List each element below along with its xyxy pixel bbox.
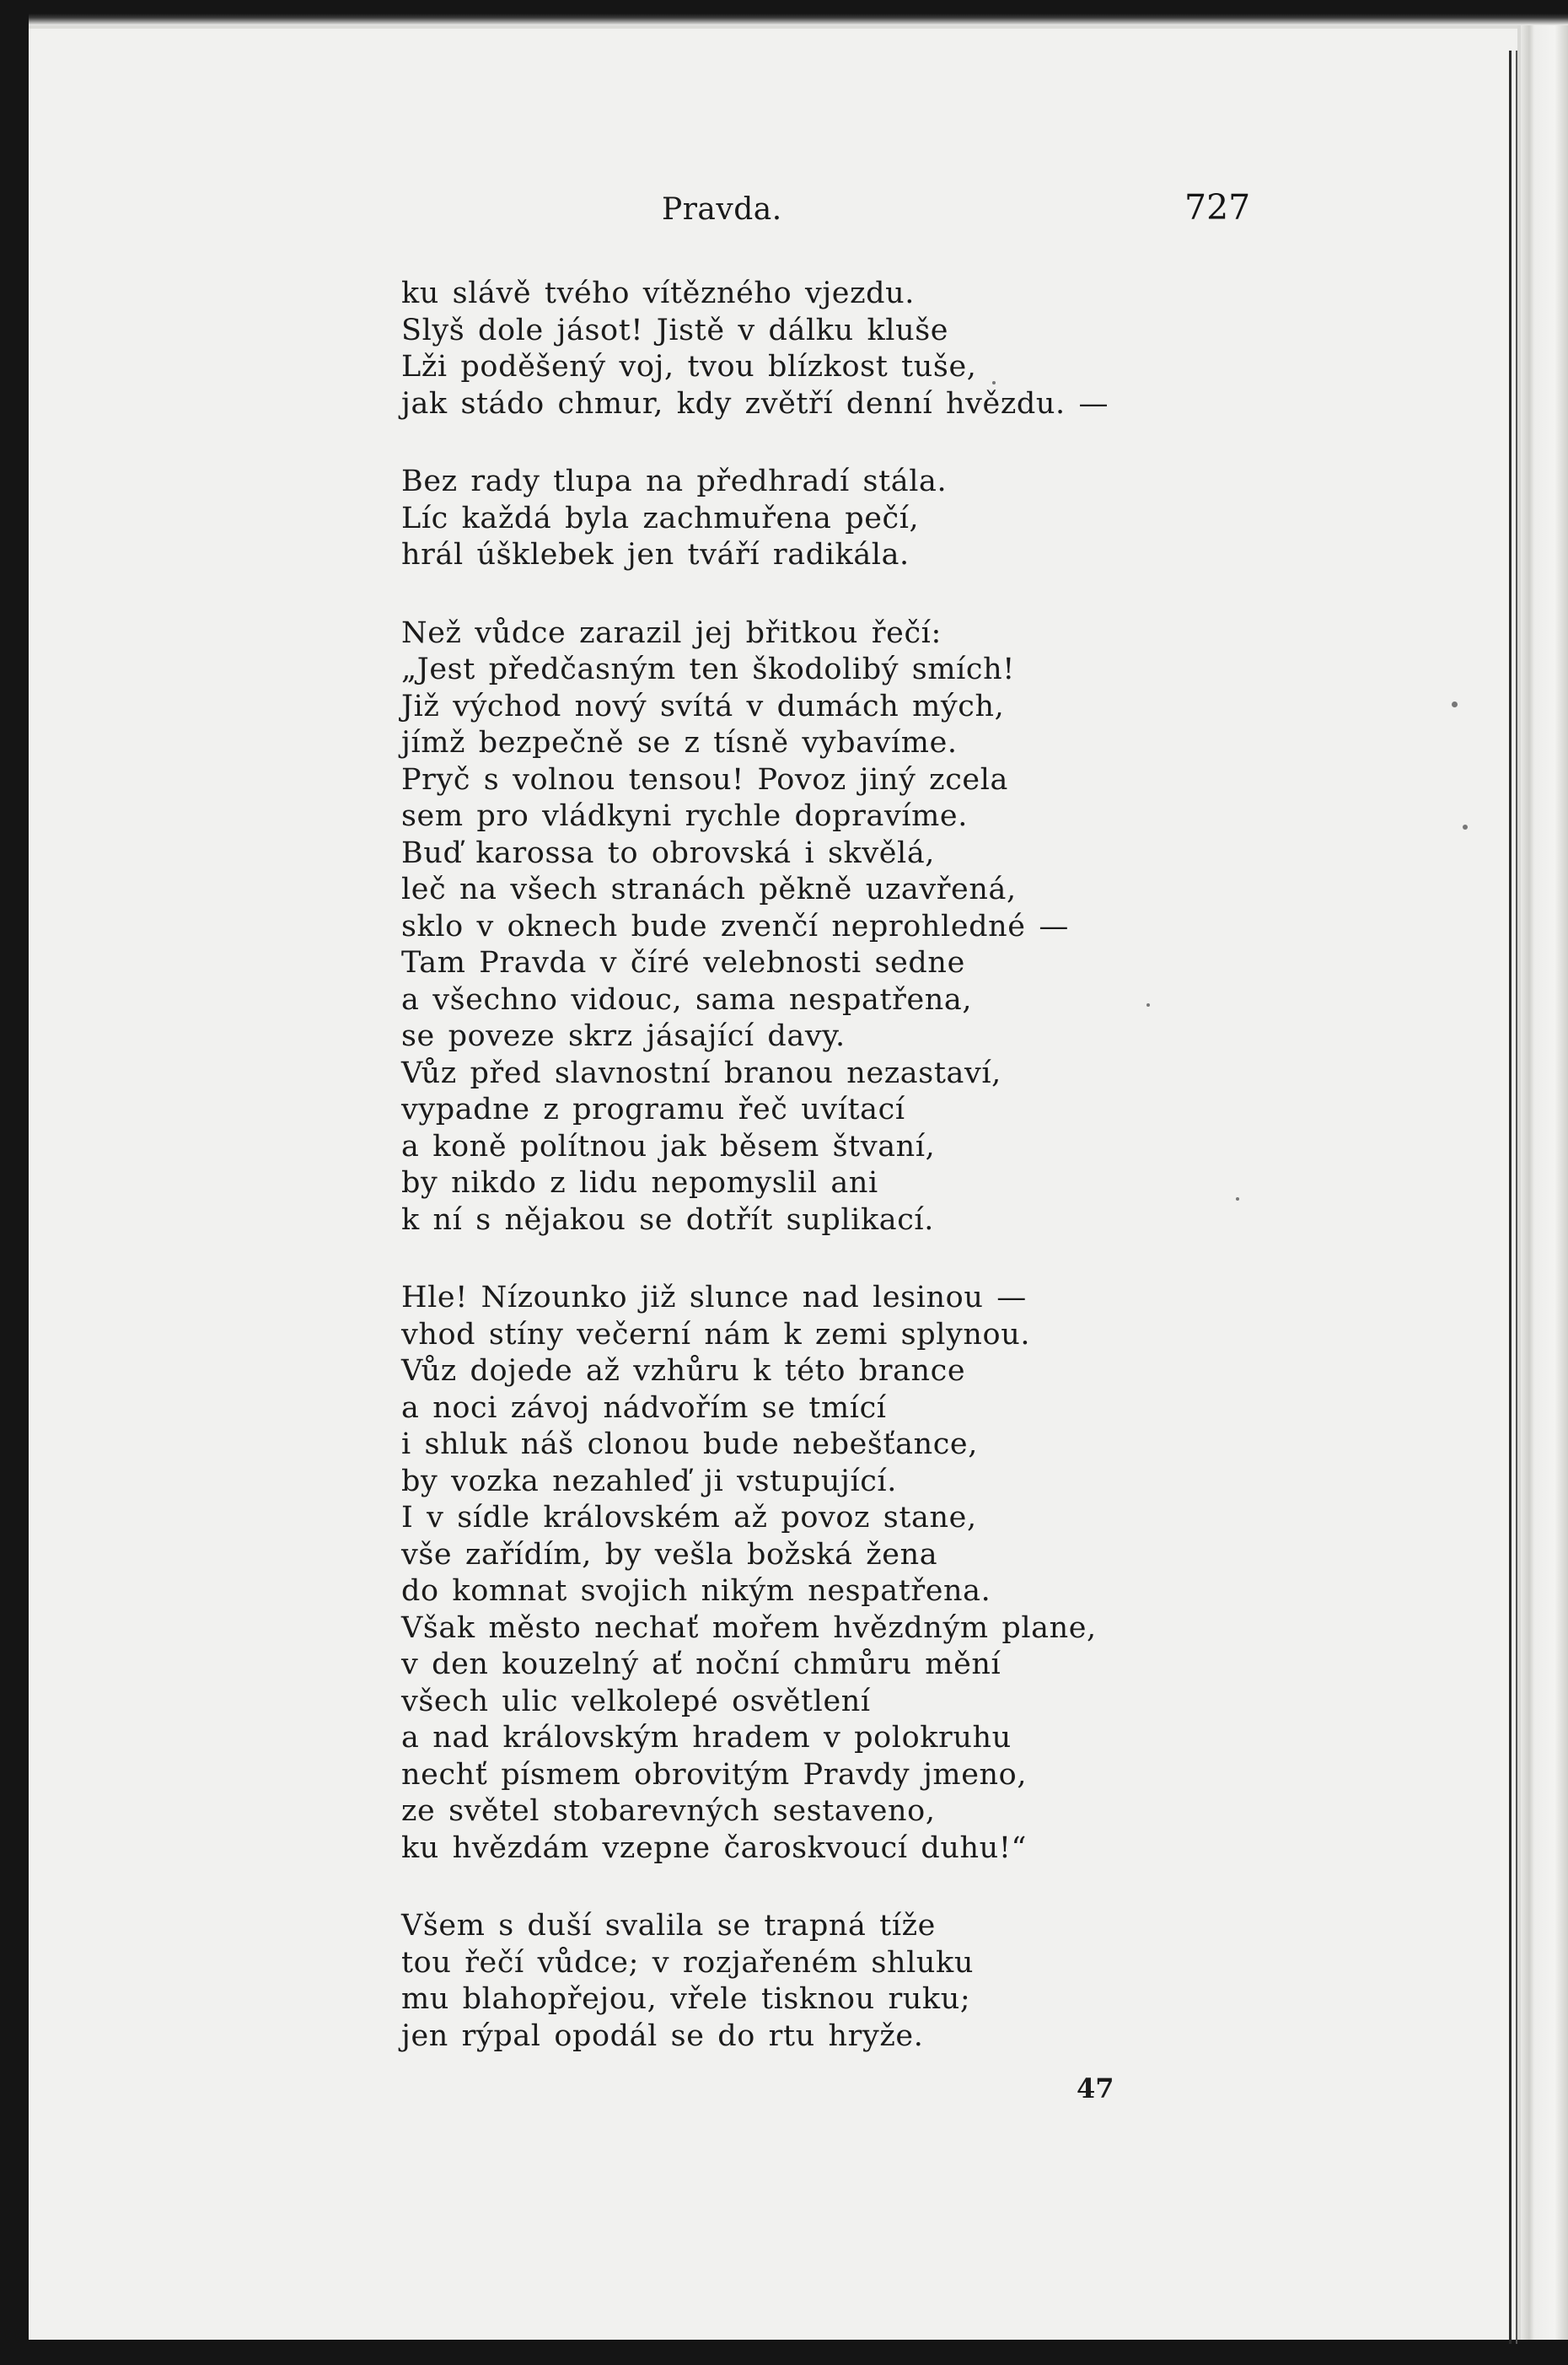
signature-mark: 47 xyxy=(1077,2072,1114,2104)
page-gutter xyxy=(1521,25,1568,2340)
poem-line: Již východ nový svítá v dumách mých, xyxy=(401,689,1005,723)
running-title: Pravda. xyxy=(662,192,782,227)
poem-line: Všem s duší svalila se trapná tíže xyxy=(401,1909,936,1943)
page-edge-line-thin xyxy=(1516,51,1517,2344)
poem-line: Slyš dole jásot! Jistě v dálku kluše xyxy=(401,313,949,347)
stanza-3 xyxy=(401,615,1244,1239)
poem-line: Hle! Nízounko již slunce nad lesinou — xyxy=(401,1281,1027,1314)
stanza-5 xyxy=(401,1908,1244,2055)
poem-line: k ní s nějakou se dotřít suplikací. xyxy=(401,1202,934,1237)
poem-line: jímž bezpečně se z tísně vybavíme. xyxy=(401,726,958,760)
page-top-edge xyxy=(29,13,1568,25)
poem-line: a nad královským hradem v polokruhu xyxy=(401,1721,1012,1755)
poem-line: vše zařídím, by vešla božská žena xyxy=(401,1537,938,1572)
poem-line: i shluk náš clonou bude nebešťance, xyxy=(401,1427,978,1461)
poem-line: do komnat svojich nikým nespatřena. xyxy=(401,1574,991,1608)
poem-line: Vůz před slavnostní branou nezastaví, xyxy=(401,1056,1001,1090)
poem-line: Lži poděšený voj, tvou blízkost tuše, xyxy=(401,350,977,384)
poem-line: a noci závoj nádvořím se tmící xyxy=(401,1390,887,1425)
poem-line: jen rýpal opodál se do rtu hryže. xyxy=(401,2018,924,2053)
poem-line: a koně polítnou jak běsem štvaní, xyxy=(401,1129,936,1164)
poem-line: „Jest předčasným ten škodolibý smích! xyxy=(401,653,1015,686)
poem-line: Tam Pravda v číré velebnosti sedne xyxy=(401,946,965,980)
poem-line: nechť písmem obrovitým Pravdy jmeno, xyxy=(401,1757,1028,1792)
poem-line: mu blahopřejou, vřele tisknou ruku; xyxy=(401,1982,971,2016)
paper-speck xyxy=(1452,701,1458,707)
poem-line: hrál úšklebek jen tváří radikála. xyxy=(401,538,910,572)
page-number: 727 xyxy=(1184,187,1251,228)
poem-line: Než vůdce zarazil jej břitkou řečí: xyxy=(401,615,942,650)
poem-line: tou řečí vůdce; v rozjařeném shluku xyxy=(401,1945,974,1980)
poem-line: ku hvězdám vzepne čaroskvoucí duhu!“ xyxy=(401,1830,1027,1865)
poem-line: ku slávě tvého vítězného vjezdu. xyxy=(401,277,916,310)
poem-line: Líc každá byla zachmuřena pečí, xyxy=(401,501,920,535)
page-header xyxy=(0,187,1568,238)
poem-line: vypadne z programu řeč uvítací xyxy=(401,1093,905,1126)
poem-line: se poveze skrz jásající davy. xyxy=(401,1019,846,1053)
poem-line: by nikdo z lidu nepomyslil ani xyxy=(401,1166,878,1200)
poem-line: v den kouzelný ať noční chmůru mění xyxy=(401,1647,1001,1681)
poem-line: sklo v oknech bude zvenčí neprohledné — xyxy=(401,909,1069,943)
poem-line: I v sídle královském až povoz stane, xyxy=(401,1501,977,1535)
poem-line: všech ulic velkolepé osvětlení xyxy=(401,1684,871,1718)
stanza-1 xyxy=(401,276,1244,422)
poem-line: sem pro vládkyni rychle dopravíme. xyxy=(401,799,968,833)
poem-line: vhod stíny večerní nám k zemi splynou. xyxy=(401,1317,1031,1352)
poem-line: jak stádo chmur, kdy zvětří denní hvězdu. — xyxy=(401,386,1109,421)
poem-line: Buď karossa to obrovská i skvělá, xyxy=(401,836,936,870)
poem-line: Pryč s volnou tensou! Povoz jiný zcela xyxy=(401,762,1008,797)
poem-line: Bez rady tlupa na předhradí stála. xyxy=(401,465,948,498)
paper-speck xyxy=(1463,825,1468,830)
poem-body xyxy=(401,276,1244,2096)
poem-line: Však město nechať mořem hvězdným plane, xyxy=(401,1610,1097,1645)
poem-line: ze světel stobarevných sestaveno, xyxy=(401,1794,936,1828)
poem-line: by vozka nezahleď ji vstupující. xyxy=(401,1464,897,1498)
stanza-2 xyxy=(401,464,1244,574)
poem-line: a všechno vidouc, sama nespatřena, xyxy=(401,982,973,1017)
poem-line: leč na všech stranách pěkně uzavřená, xyxy=(401,873,1017,906)
stanza-4 xyxy=(401,1280,1244,1867)
page-edge-line xyxy=(1509,51,1512,2344)
poem-line: Vůz dojede až vzhůru k této brance xyxy=(401,1354,966,1388)
